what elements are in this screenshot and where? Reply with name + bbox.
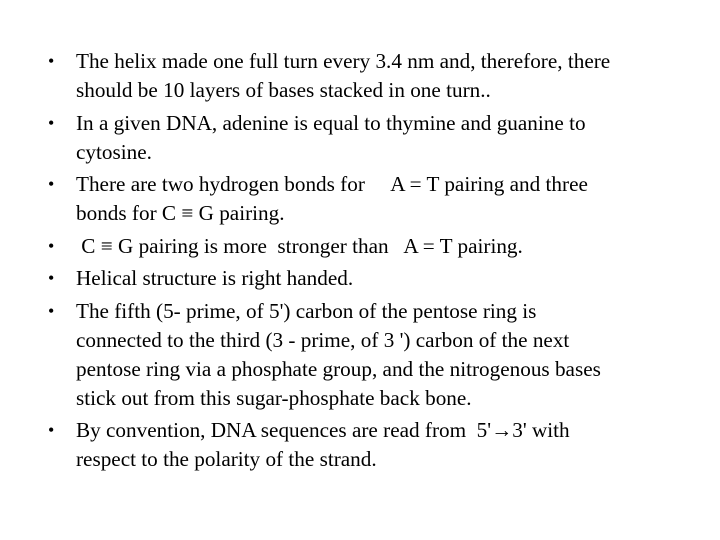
bullet-list [48,47,708,478]
bullet-icon: • [48,174,55,194]
bullet-item-read-direction [48,416,708,474]
bullet-text-line: The fifth (5- prime, of 5') carbon of the pentose ring is [76,298,537,323]
bullet-item-pairing-strength [48,232,708,261]
bullet-item-sugar-phosphate-backbone [48,297,708,413]
bullet-icon: • [48,235,55,256]
bullet-item-right-handed [48,264,708,293]
bullet-text-line: C ≡ G pairing is more stronger than A = T pairing. [76,233,523,258]
bullet-text-line: The helix made one full turn every 3.4 nm and, therefore, there [76,49,611,73]
bullet-item-base-equality [48,109,708,167]
bullet-text-line: connected to the third (3 - prime, of 3 ') carbon of the next [76,327,570,352]
bullet-item-hydrogen-bonds [48,170,708,228]
bullet-text-line: There are two hydrogen bonds for A = T pairing and three [76,172,588,196]
bullet-text-line: should be 10 layers of bases stacked in one turn.. [76,78,491,102]
bullet-text-line: In a given DNA, adenine is equal to thymine and guanine to [76,110,586,135]
bullet-item-helix-turn [48,47,708,105]
bullet-text-line: respect to the polarity of the strand. [76,447,377,471]
bullet-icon: • [48,112,55,133]
bullet-text-line: Helical structure is right handed. [76,266,354,290]
bullet-icon: • [48,268,55,288]
bullet-icon: • [48,51,55,71]
bullet-text-line: stick out from this sugar-phosphate back bone. [76,385,472,410]
bullet-text-line: cytosine. [76,139,152,164]
bullet-text-line: pentose ring via a phosphate group, and the nitrogenous bases [76,356,601,381]
bullet-text-line: By convention, DNA sequences are read from 5'→3' with [76,418,570,442]
bullet-text-line: bonds for C ≡ G pairing. [76,201,285,225]
bullet-icon: • [48,300,55,321]
bullet-icon: • [48,420,55,440]
